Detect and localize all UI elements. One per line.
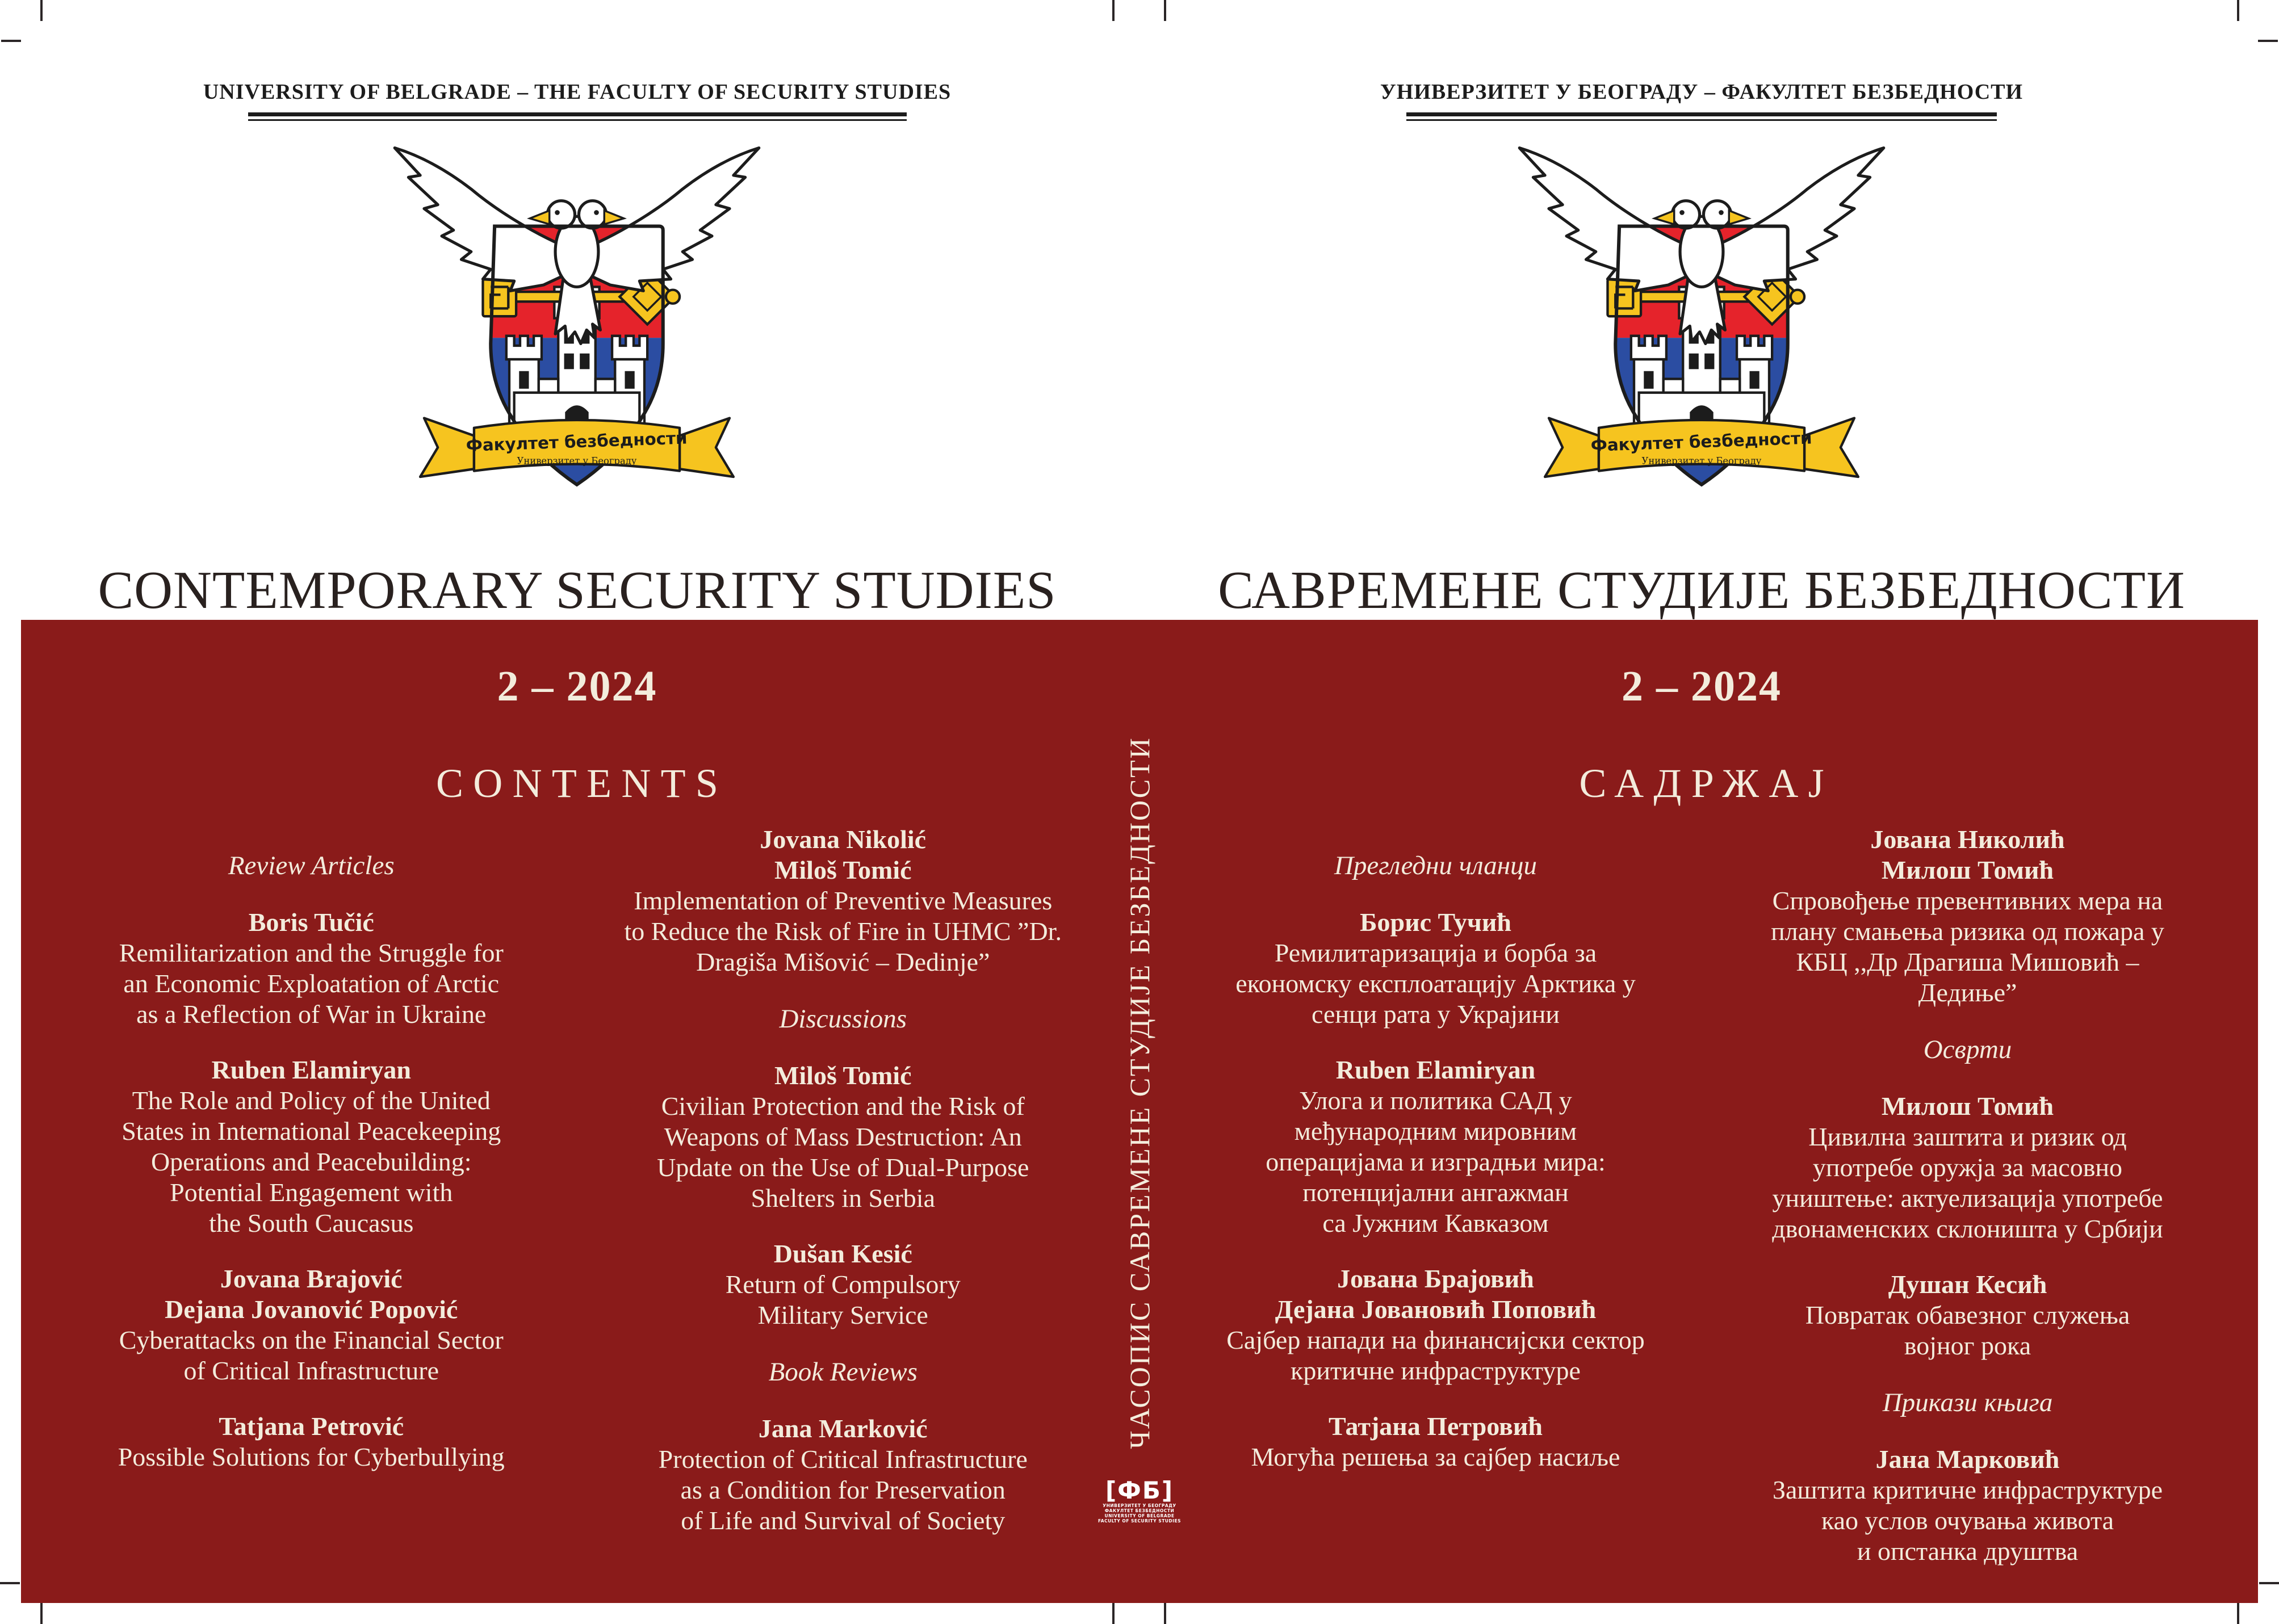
entry-authors xyxy=(45,1411,577,1442)
title-line: an Economic Exploatation of Arctic xyxy=(123,969,500,998)
title-line: Possible Solutions for Cyberbullying xyxy=(118,1442,505,1471)
title-line: as a Reflection of War in Ukraine xyxy=(136,1000,487,1029)
title-line: Улога и политика САД у xyxy=(1299,1086,1572,1115)
back-contents-columns xyxy=(1165,824,2238,1592)
title-line: Shelters in Serbia xyxy=(751,1184,935,1212)
author-name: Jovana Nikolić xyxy=(760,825,927,854)
author-name: Дејана Јовановић Поповић xyxy=(1275,1295,1597,1324)
faculty-logo-line: FACULTY OF SECURITY STUDIES xyxy=(1098,1518,1181,1524)
author-name: Dušan Kesić xyxy=(773,1239,912,1268)
title-line: The Role and Policy of the United xyxy=(132,1086,491,1115)
title-line: Potential Engagement with xyxy=(170,1178,453,1207)
entry-title xyxy=(1702,1122,2234,1244)
title-line: as a Condition for Preservation xyxy=(680,1475,1006,1504)
spine-faculty-logo xyxy=(1098,1478,1181,1524)
toc-entry xyxy=(1702,824,2234,1008)
title-line: Ремилитаризација и борба за xyxy=(1274,938,1597,967)
contents-column xyxy=(577,824,1109,1561)
author-name: Милош Томић xyxy=(1881,855,2054,884)
entry-authors xyxy=(1170,1411,1702,1442)
crop-mark xyxy=(1,40,21,42)
author-name: Ruben Elamiryan xyxy=(1335,1055,1536,1084)
entry-title xyxy=(577,886,1109,977)
title-line: уништење: актуелизација употребе xyxy=(1772,1184,2163,1212)
section-label: Discussions xyxy=(779,1004,907,1034)
entry-authors xyxy=(1702,1091,2234,1122)
author-name: Јована Николић xyxy=(1870,825,2065,854)
title-line: КБЦ ,,Др Драгиша Мишовић – xyxy=(1796,947,2139,976)
crop-mark xyxy=(1112,0,1115,21)
author-name: Душан Кесић xyxy=(1888,1270,2047,1299)
spine-title: ЧАСОПИС САВРЕМЕНЕ СТУДИЈЕ БЕЗБЕДНОСТИ xyxy=(1124,736,1155,1449)
section-label: Осврти xyxy=(1923,1035,2012,1064)
entry-title xyxy=(1702,886,2234,1008)
title-line: сенци рата у Украјини xyxy=(1312,1000,1560,1029)
toc-entry xyxy=(1702,1444,2234,1567)
entry-title xyxy=(45,1325,577,1386)
back-university-header: УНИВЕРЗИТЕТ У БЕОГРАДУ – ФАКУЛТЕТ БЕЗБЕДНОСТИ xyxy=(1380,80,2024,104)
toc-entry xyxy=(1702,1091,2234,1244)
title-line: Спровођење превентивних мера на xyxy=(1772,886,2163,915)
crop-mark xyxy=(40,1603,43,1624)
rule-thin xyxy=(248,119,907,121)
title-line: употребе оружја за масовно xyxy=(1812,1153,2123,1182)
title-line: и опстанка друштва xyxy=(1857,1537,2079,1566)
title-line: Update on the Use of Dual-Purpose xyxy=(657,1153,1029,1182)
contents-column xyxy=(1170,824,1702,1592)
author-name: Татјана Петровић xyxy=(1329,1412,1543,1441)
title-line: критичне инфраструктуре xyxy=(1291,1356,1581,1385)
title-line: као услов очувања живота xyxy=(1821,1506,2114,1535)
author-name: Miloš Tomić xyxy=(774,855,912,884)
toc-entry xyxy=(577,824,1109,977)
crop-mark xyxy=(1112,1603,1115,1624)
title-line: Weapons of Mass Destruction: An xyxy=(664,1122,1022,1151)
front-contents-columns xyxy=(41,824,1113,1561)
back-coat-of-arms xyxy=(1506,132,1897,534)
author-name: Boris Tučić xyxy=(248,908,374,937)
front-journal-title: CONTEMPORARY SECURITY STUDIES xyxy=(98,561,1057,620)
crop-mark xyxy=(2258,40,2278,42)
title-line: of Critical Infrastructure xyxy=(183,1356,439,1385)
back-contents-page xyxy=(1165,620,2238,1603)
entry-authors xyxy=(45,1264,577,1325)
rule-thick xyxy=(248,112,907,116)
entry-title xyxy=(1702,1300,2234,1361)
toc-entry xyxy=(577,1239,1109,1331)
faculty-logo-line: УНИВЕРЗИТЕТ У БЕОГРАДУ xyxy=(1103,1503,1176,1508)
entry-authors xyxy=(1170,907,1702,938)
title-line: међународним мировним xyxy=(1294,1117,1577,1145)
title-line: the South Caucasus xyxy=(209,1208,414,1237)
entry-title xyxy=(45,1442,577,1472)
contents-column xyxy=(1702,824,2234,1592)
entry-title xyxy=(577,1269,1109,1331)
title-line: војног рока xyxy=(1904,1331,2031,1360)
entry-authors xyxy=(1170,1264,1702,1325)
title-line: Remilitarization and the Struggle for xyxy=(119,938,504,967)
title-line: Заштита критичне инфраструктуре xyxy=(1772,1475,2163,1504)
title-line: Дедиње” xyxy=(1918,978,2017,1007)
section-label: Book Reviews xyxy=(768,1357,918,1387)
crop-mark xyxy=(0,1582,20,1584)
title-line: Cyberattacks on the Financial Sector xyxy=(119,1325,504,1354)
title-line: операцијама и изградњи мира: xyxy=(1266,1147,1606,1176)
toc-entry xyxy=(577,1060,1109,1214)
faculty-logo-abbr: [ФБ] xyxy=(1105,1476,1174,1504)
toc-entry xyxy=(1170,1055,1702,1239)
entry-authors xyxy=(45,907,577,938)
toc-entry xyxy=(45,1055,577,1239)
title-line: Military Service xyxy=(757,1300,928,1329)
section-label: Прикази књига xyxy=(1882,1388,2053,1417)
contents-column xyxy=(45,824,577,1561)
crop-mark xyxy=(2237,1603,2239,1624)
entry-title xyxy=(1170,1442,1702,1472)
title-line: економску експлоатацију Арктика у xyxy=(1235,969,1636,998)
entry-authors xyxy=(1702,1444,2234,1475)
toc-entry xyxy=(1170,1264,1702,1386)
title-line: Могућа решења за сајбер насиље xyxy=(1251,1442,1620,1471)
author-name: Милош Томић xyxy=(1881,1092,2054,1121)
back-journal-title: САВРЕМЕНЕ СТУДИЈЕ БЕЗБЕДНОСТИ xyxy=(1218,561,2185,620)
toc-entry xyxy=(45,1411,577,1472)
entry-authors xyxy=(577,824,1109,886)
title-line: to Reduce the Risk of Fire in UHMC ”Dr. xyxy=(624,917,1062,946)
toc-entry xyxy=(45,1264,577,1386)
author-name: Tatjana Petrović xyxy=(219,1412,404,1441)
title-line: Повратак обавезног служења xyxy=(1805,1300,2130,1329)
front-contents-heading: CONTENTS xyxy=(436,761,728,806)
author-name: Борис Тучић xyxy=(1360,908,1511,937)
back-issue-number: 2 – 2024 xyxy=(1622,662,1782,710)
author-name: Jovana Brajović xyxy=(220,1264,403,1293)
faculty-logo-line: ФАКУЛТЕТ БЕЗБЕДНОСТИ xyxy=(1104,1508,1175,1513)
author-name: Jana Marković xyxy=(758,1414,928,1443)
entry-authors xyxy=(577,1413,1109,1444)
entry-authors xyxy=(1702,824,2234,886)
section-label: Прегледни чланци xyxy=(1334,851,1538,880)
front-issue-number: 2 – 2024 xyxy=(497,662,657,710)
title-line: Civilian Protection and the Risk of xyxy=(661,1092,1025,1121)
back-header-rule xyxy=(1165,112,2238,121)
crop-mark xyxy=(1164,1603,1166,1624)
section-label: Review Articles xyxy=(228,851,395,880)
entry-authors xyxy=(45,1055,577,1085)
entry-title xyxy=(577,1091,1109,1214)
entry-authors xyxy=(1170,1055,1702,1085)
author-name: Ruben Elamiryan xyxy=(211,1055,411,1084)
entry-title xyxy=(1702,1475,2234,1567)
back-contents-heading: САДРЖАЈ xyxy=(1579,761,1834,806)
title-line: Protection of Critical Infrastructure xyxy=(658,1445,1028,1474)
toc-entry xyxy=(1170,907,1702,1030)
entry-title xyxy=(1170,1085,1702,1239)
entry-authors xyxy=(577,1060,1109,1091)
title-line: Цивилна заштита и ризик од xyxy=(1808,1122,2127,1151)
author-name: Miloš Tomić xyxy=(774,1061,912,1090)
toc-entry xyxy=(1702,1269,2234,1361)
rule-thick xyxy=(1406,112,1997,116)
crop-mark xyxy=(1164,0,1166,21)
entry-title xyxy=(45,1085,577,1239)
crop-mark xyxy=(2237,0,2239,21)
crop-mark xyxy=(2259,1582,2279,1584)
entry-title xyxy=(577,1444,1109,1536)
entry-title xyxy=(1170,938,1702,1030)
title-line: потенцијални ангажман xyxy=(1302,1178,1569,1207)
title-line: States in International Peacekeeping xyxy=(122,1117,501,1145)
crop-mark xyxy=(40,0,43,21)
entry-title xyxy=(45,938,577,1030)
title-line: Return of Compulsory xyxy=(725,1270,961,1299)
title-line: Operations and Peacebuilding: xyxy=(150,1147,472,1176)
entry-title xyxy=(1170,1325,1702,1386)
front-header-rule xyxy=(41,112,1113,121)
front-university-header: UNIVERSITY OF BELGRADE – THE FACULTY OF SECURITY STUDIES xyxy=(203,80,952,104)
toc-entry xyxy=(577,1413,1109,1536)
title-line: двонаменских склоништа у Србији xyxy=(1772,1214,2163,1243)
front-coat-of-arms xyxy=(381,132,773,534)
toc-entry xyxy=(1170,1411,1702,1472)
author-name: Јана Марковић xyxy=(1875,1445,2060,1474)
author-name: Јована Брајовић xyxy=(1337,1264,1534,1293)
title-line: of Life and Survival of Society xyxy=(681,1506,1006,1535)
title-line: Сајбер напади на финансијски сектор xyxy=(1226,1325,1645,1354)
title-line: Implementation of Preventive Measures xyxy=(634,886,1053,915)
front-contents-page xyxy=(41,620,1113,1603)
author-name: Dejana Jovanović Popović xyxy=(165,1295,458,1324)
faculty-logo-line: UNIVERSITY OF BELGRADE xyxy=(1104,1513,1175,1518)
entry-authors xyxy=(1702,1269,2234,1300)
title-line: плану смањења ризика од пожара у xyxy=(1771,917,2164,946)
toc-entry xyxy=(45,907,577,1030)
title-line: са Јужним Кавказом xyxy=(1322,1208,1549,1237)
entry-authors xyxy=(577,1239,1109,1269)
title-line: Dragiša Mišović – Dedinje” xyxy=(696,947,990,976)
rule-thin xyxy=(1406,119,1997,121)
